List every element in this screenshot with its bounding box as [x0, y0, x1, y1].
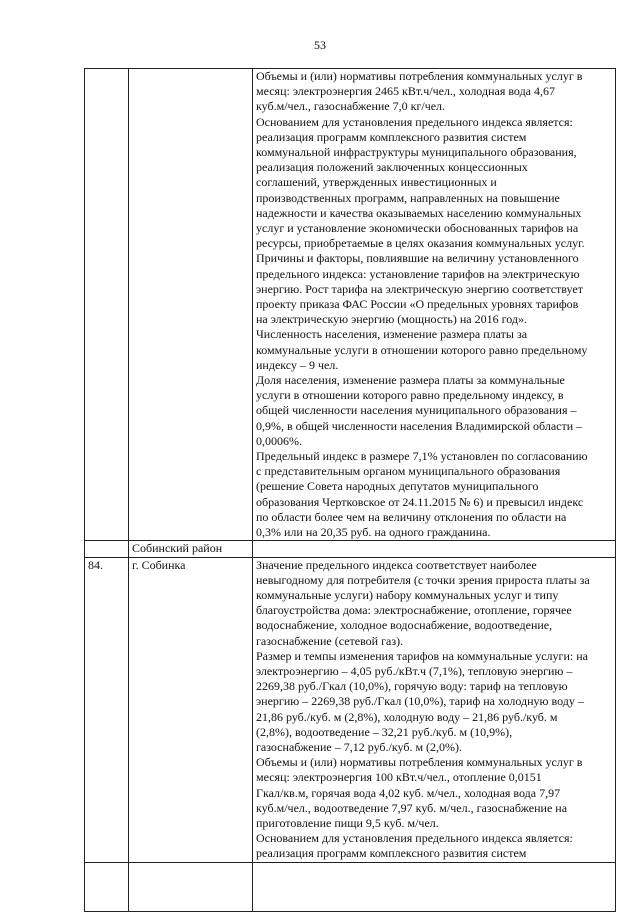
- text-line: с представительным органом муниципального образования: [256, 464, 561, 479]
- text-line: куб.м/чел., газоснабжение 7,0 кг/чел.: [256, 99, 446, 114]
- text-line: Доля населения, изменение размера платы за коммунальные: [256, 373, 565, 388]
- text-line: Основанием для установления предельного индекса является:: [256, 831, 573, 846]
- text-line: энергию – 2269,38 руб./Гкал (10,0%), тариф на холодную воду –: [256, 694, 584, 709]
- text-line: электроэнергию – 4,05 руб./кВт.ч (7,1%), тепловую энергию –: [256, 663, 573, 678]
- text-line: Основанием для установления предельного индекса является:: [256, 114, 573, 129]
- description-paragraph: [256, 251, 612, 327]
- text-line: коммунальные услуги в отношении которого равно предельному: [256, 342, 588, 357]
- text-line: предельного индекса: установление тарифов на электрическую: [256, 266, 580, 281]
- text-line: индексу – 9 чел.: [256, 357, 339, 372]
- empty-cell: [85, 862, 129, 911]
- text-line: услуги в отношении которого равно предельному индексу, в: [256, 388, 564, 403]
- municipality-cell: [129, 69, 253, 541]
- text-line: ресурсы, приобретаемые в целях оказания коммунальных услуг.: [256, 236, 585, 251]
- table-tail-row: [85, 862, 616, 911]
- text-line: благоустройства дома: электроснабжение, отопление, горячее: [256, 603, 572, 618]
- text-line: 0,0006%.: [256, 433, 302, 448]
- district-name-cell: Собинский район: [129, 541, 253, 557]
- description-paragraph: [256, 558, 612, 649]
- description-cell: [253, 541, 616, 557]
- row-number-cell: [85, 69, 129, 541]
- text-line: Гкал/кв.м, горячая вода 4,02 куб. м/чел., холодная вода 7,97: [256, 785, 561, 800]
- description-cell: [253, 557, 616, 862]
- text-line: реализация программ комплексного развития систем: [256, 846, 527, 861]
- text-line: соглашений, утвержденных инвестиционных и: [256, 175, 497, 190]
- text-line: приготовление пищи 9,5 куб. м/чел.: [256, 815, 439, 830]
- text-line: газоснабжение – 7,12 руб./куб. м (2,0%).: [256, 739, 463, 754]
- text-line: общей численности населения муниципального образования –: [256, 403, 577, 418]
- text-line: 2269,38 руб./Гкал (10,0%), горячую воду: тариф на тепловую: [256, 679, 568, 694]
- text-line: месяц: электроэнергия 100 кВт.ч/чел., отопление 0,0151: [256, 770, 542, 785]
- text-line: производственных программ, направленных на повышение: [256, 190, 560, 205]
- text-line: (решение Совета народных депутатов муниципального: [256, 479, 539, 494]
- text-line: образования Чертковское от 24.11.2015 № 6) и превысил индекс: [256, 494, 584, 509]
- text-line: Причины и факторы, повлиявшие на величину установленного: [256, 251, 579, 266]
- description-paragraph: [256, 327, 612, 373]
- municipality-cell: г. Собинка: [129, 557, 253, 862]
- description-paragraph: [256, 449, 612, 540]
- description-paragraph: [256, 69, 612, 115]
- index-table: [84, 68, 616, 912]
- text-line: энергию. Рост тарифа на электрическую энергию соответствует: [256, 281, 583, 296]
- text-line: надежности и качества оказываемых населению коммунальных: [256, 205, 582, 220]
- text-line: Предельный индекс в размере 7,1% установлен по согласованию: [256, 449, 588, 464]
- page-number: 53: [314, 38, 326, 52]
- text-line: невыгодному для потребителя (с точки зрения прироста платы за: [256, 572, 590, 587]
- text-line: коммунальной инфраструктуры муниципального образования,: [256, 145, 577, 160]
- text-line: реализация программ комплексного развития систем: [256, 129, 527, 144]
- text-line: месяц: электроэнергия 2465 кВт.ч/чел., холодная вода 4,67: [256, 84, 556, 99]
- text-line: Объемы и (или) нормативы потребления коммунальных услуг в: [256, 755, 583, 770]
- text-line: коммунальные услуги) набору коммунальных услуг и типу: [256, 587, 559, 602]
- text-line: на электрическую энергию (мощность) на 2016 год».: [256, 312, 528, 327]
- text-line: куб.м/чел., водоотведение 7,97 куб. м/чел., газоснабжение на: [256, 800, 568, 815]
- text-line: реализация положений заключенных концессионных: [256, 160, 528, 175]
- empty-cell: [253, 862, 616, 911]
- table-row: [85, 557, 616, 862]
- table-row: [85, 69, 616, 541]
- row-number-cell: 84.: [85, 557, 129, 862]
- text-line: Значение предельного индекса соответствует наиболее: [256, 557, 537, 572]
- text-line: (2,8%), водоотведение – 32,21 руб./куб. м (10,9%),: [256, 724, 513, 739]
- description-paragraph: [256, 373, 612, 449]
- text-line: Размер и темпы изменения тарифов на коммунальные услуги: на: [256, 648, 588, 663]
- text-line: газоснабжение (сетевой газ).: [256, 633, 404, 648]
- text-line: 0,9%, в общей численности населения Владимирской области –: [256, 418, 583, 433]
- description-cell: [253, 69, 616, 541]
- index-table-body: [85, 69, 616, 912]
- text-line: Объемы и (или) нормативы потребления коммунальных услуг в: [256, 69, 583, 83]
- district-header-row: [85, 541, 616, 557]
- description-paragraph: [256, 831, 612, 861]
- text-line: Численность населения, изменение размера платы за: [256, 327, 528, 342]
- description-paragraph: [256, 755, 612, 831]
- description-paragraph: [256, 115, 612, 252]
- text-line: проекту приказа ФАС России «О предельных уровнях тарифов: [256, 297, 579, 312]
- text-line: по области более чем на величину отклонения по области на: [256, 509, 567, 524]
- empty-cell: [129, 862, 253, 911]
- row-number-cell: [85, 541, 129, 557]
- text-line: 0,3% или на 20,35 руб. на одного гражданина.: [256, 525, 491, 540]
- description-paragraph: [256, 649, 612, 755]
- text-line: услуг и установление экономически обоснованных тарифов на: [256, 221, 579, 236]
- text-line: водоснабжение, холодное водоснабжение, водоотведение,: [256, 618, 553, 633]
- text-line: 21,86 руб./куб. м (2,8%), холодную воду – 21,86 руб./куб. м: [256, 709, 558, 724]
